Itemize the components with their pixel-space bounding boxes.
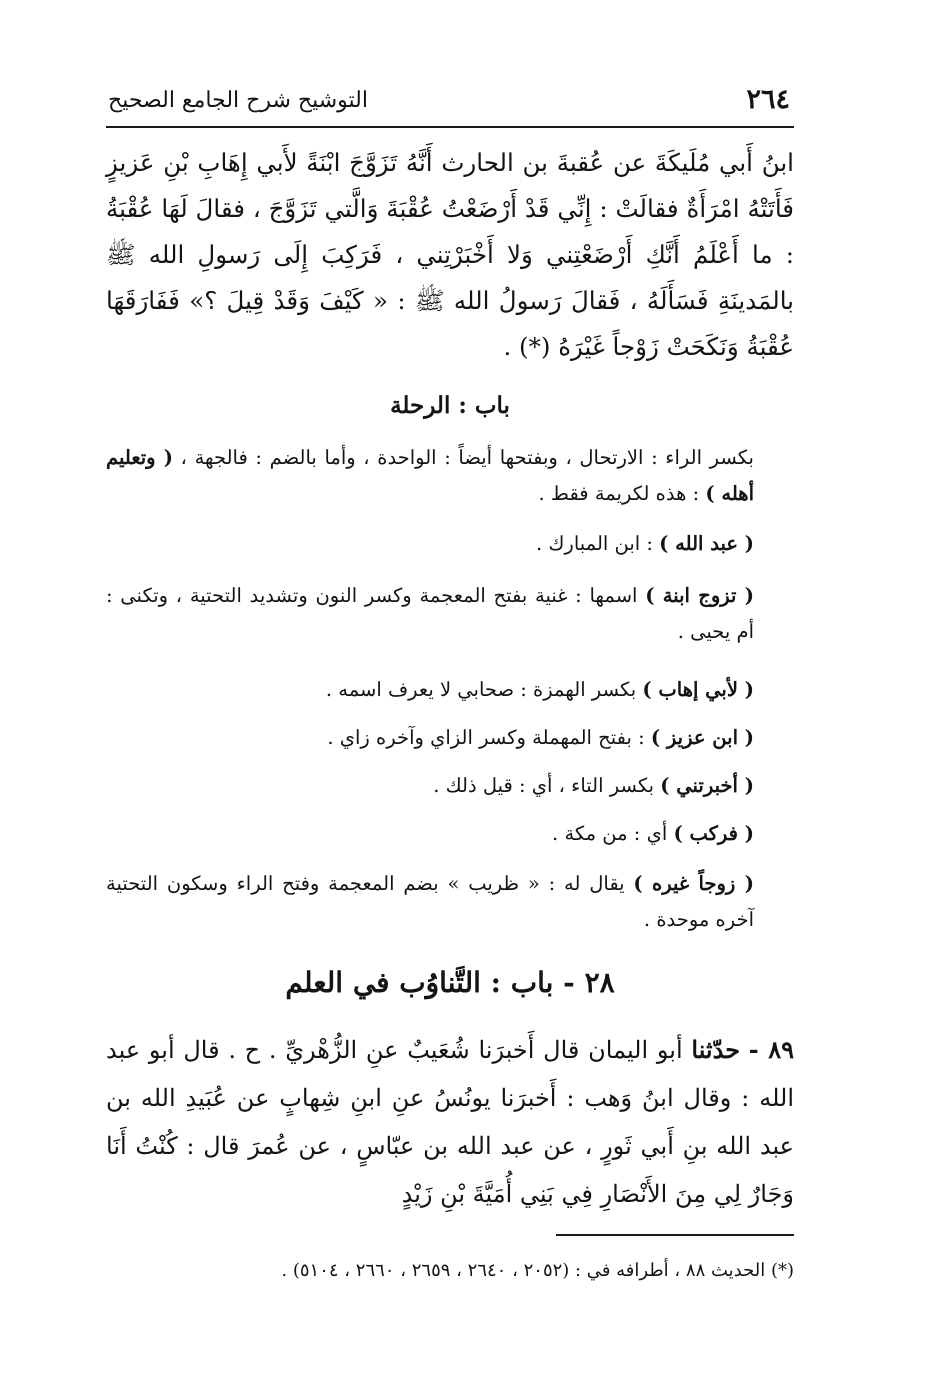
commentary-paragraph xyxy=(106,526,794,562)
commentary-paragraph xyxy=(106,866,794,938)
commentary-term: ( فركب ) xyxy=(673,822,754,845)
commentary-term: ( وتعليم أهله ) xyxy=(106,446,754,505)
commentary-term: ( ابن عزيز ) xyxy=(650,726,754,749)
footnote: (*) الحديث ٨٨ ، أطرافه في : (٢٠٥٢ ، ٢٦٤٠ ، ٢٦٥٩ ، ٢٦٦٠ ، ٥١٠٤) . xyxy=(281,1260,794,1281)
hadith-89 xyxy=(106,1026,794,1218)
commentary-block-5 xyxy=(106,720,794,756)
commentary-paragraph xyxy=(106,768,794,804)
section-heading: باب : الرحلة xyxy=(390,392,510,419)
commentary-paragraph xyxy=(106,720,794,756)
hadith-lead-word: حدّثنا xyxy=(691,1035,741,1064)
commentary-block-7 xyxy=(106,816,794,852)
commentary-block-6 xyxy=(106,768,794,804)
running-title: التوشيح شرح الجامع الصحيح xyxy=(108,88,368,113)
commentary-text: : هذه لكريمة فقط . xyxy=(538,482,706,505)
commentary-text: يقال له : « ظريب » بضم المعجمة وفتح الراء وسكون التحتية آخره موحدة . xyxy=(106,872,754,931)
commentary-term: ( أخبرتني ) xyxy=(660,774,754,797)
commentary-term: ( زوجاً غيره ) xyxy=(633,872,754,895)
commentary-paragraph xyxy=(106,672,794,708)
commentary-block-8 xyxy=(106,866,794,938)
hadith-number: ٨٩ - xyxy=(748,1035,794,1064)
chapter-heading: ٢٨ - باب : التَّناوُب في العلم xyxy=(285,966,615,999)
commentary-paragraph xyxy=(106,578,794,650)
footnote-divider xyxy=(556,1234,794,1236)
commentary-block-4 xyxy=(106,672,794,708)
commentary-text: بكسر التاء ، أي : قيل ذلك . xyxy=(433,774,661,797)
commentary-term: ( لأبي إهاب ) xyxy=(642,678,754,701)
commentary-paragraph xyxy=(106,440,794,512)
commentary-text: اسمها : غنية بفتح المعجمة وكسر النون وتشديد التحتية ، وتكنى : أم يحيى . xyxy=(106,584,754,643)
commentary-term: ( تزوج ابنة ) xyxy=(645,584,754,607)
commentary-block-1 xyxy=(106,440,794,512)
commentary-block-3 xyxy=(106,578,794,650)
commentary-paragraph xyxy=(106,816,794,852)
commentary-text: أي : من مكة . xyxy=(552,822,674,845)
commentary-block-2 xyxy=(106,526,794,562)
commentary-term: ( عبد الله ) xyxy=(659,532,754,555)
commentary-text: بكسر الراء : الارتحال ، وبفتحها أيضاً : الواحدة ، وأما بالضم : فالجهة ، xyxy=(173,446,754,469)
commentary-text: بكسر الهمزة : صحابي لا يعرف اسمه . xyxy=(325,678,643,701)
page-number: ٢٦٤ xyxy=(746,84,790,115)
page-header xyxy=(106,82,794,128)
commentary-text: : بفتح المهملة وكسر الزاي وآخره زاي . xyxy=(327,726,651,749)
commentary-text: : ابن المبارك . xyxy=(535,532,660,555)
hadith-body: أبو اليمان قال أَخبرَنا شُعَيبٌ عنِ الزُّهْريِّ . ح . قال أبو عبد الله : وقال ابنُ وَهب : أَخبرَنا يونُسُ عنِ ابنِ شِهابٍ عن عُبَيدِ الله بن عبد الله بنِ أَبي ثَورٍ ، عن عبد الله بن عبّاسٍ ، عن عُمرَ قال : كُنْتُ أَنَا وَجَارٌ لِي مِنَ الأَنْصَارِ فِي بَنِي أُمَيَّةَ بْنِ زَيْدٍ xyxy=(106,1036,795,1208)
hadith-text-continued: ابنُ أَبي مُلَيكَةَ عن عُقبةَ بن الحارث أَنَّهُ تَزَوَّجَ ابْنَةً لأَبي إِهَابِ بْنِ عَزيزٍ فَأَتَتْهُ امْرَأَةٌ فقالَتْ : إِنِّي قَدْ أَرْضَعْتُ عُقْبَةَ وَالَّتي تَزَوَّجَ ، فقالَ لَهَا عُقْبَةُ : ما أَعْلَمُ أَنَّكِ أَرْضَعْتِني وَلا أَخْبَرْتِني ، فَرَكِبَ إِلَى رَسولِ الله ﷺ بالمَدينَةِ فَسَأَلَهُ ، فَقالَ رَسولُ الله ﷺ : « كَيْفَ وَقَدْ قِيلَ ؟» فَفَارَقَهَا عُقْبَةُ وَنَكَحَتْ زَوْجاً غَيْرَهُ (*) . xyxy=(106,148,794,361)
